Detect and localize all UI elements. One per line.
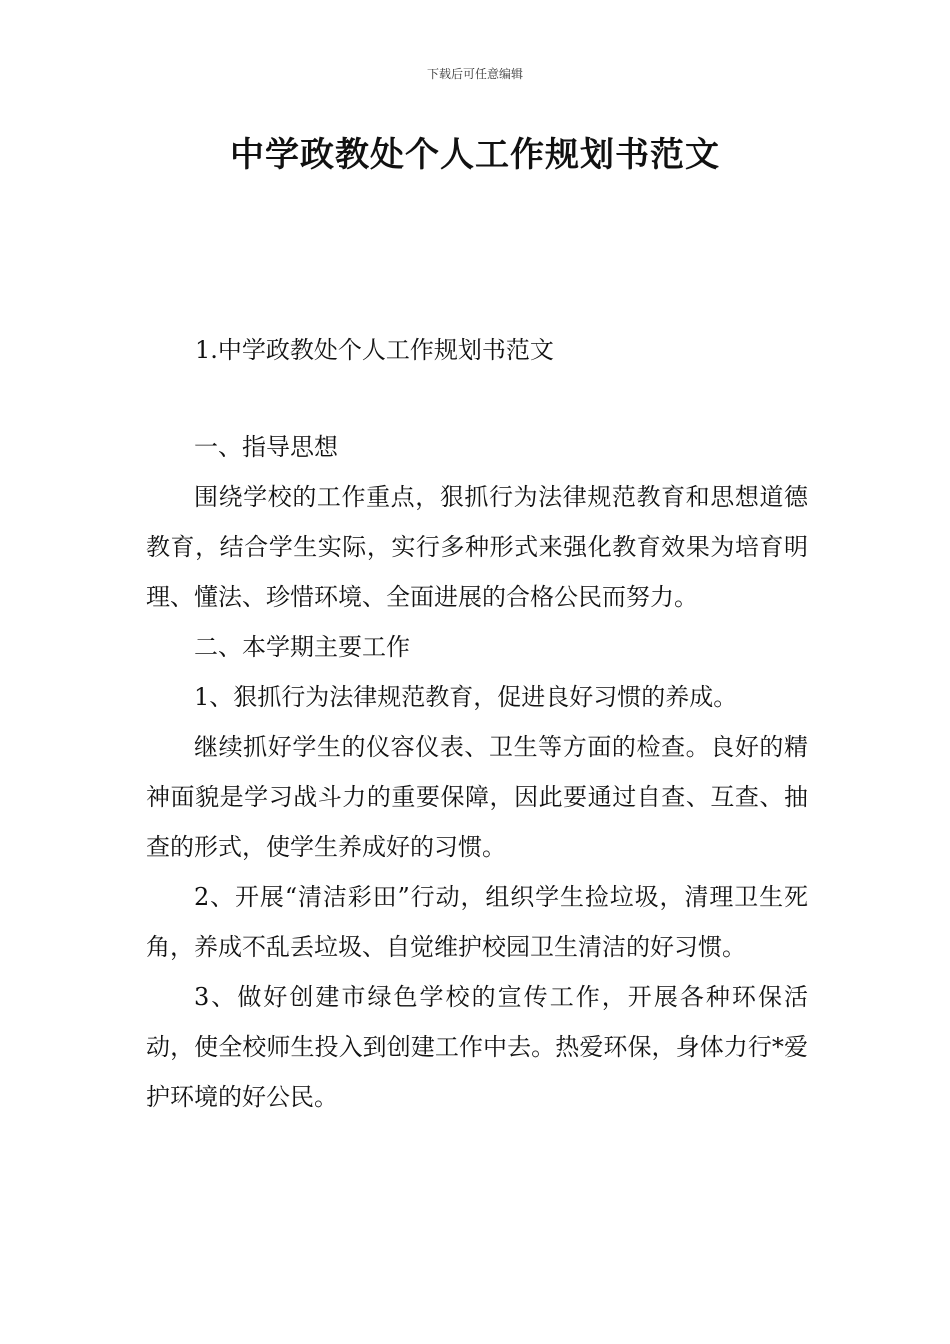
paragraph-item-2: 2、开展“清洁彩田”行动，组织学生捡垃圾，清理卫生死角，养成不乱丢垃圾、自觉维护校园卫生清洁的好习惯。 (146, 883, 808, 961)
heading-main-work: 二、本学期主要工作 (194, 633, 410, 661)
paragraph-guiding-thought: 围绕学校的工作重点，狠抓行为法律规范教育和思想道德教育，结合学生实际，实行多种形式来强化教育效果为培育明理、懂法、珍惜环境、全面进展的合格公民而努力。 (146, 483, 808, 611)
document-body (146, 422, 808, 1122)
heading-guiding-thought: 一、指导思想 (194, 433, 338, 461)
section-subtitle: 1.中学政教处个人工作规划书范文 (195, 336, 554, 364)
header-note: 下载后可任意编辑 (426, 67, 523, 81)
paragraph-item-3: 3、做好创建市绿色学校的宣传工作，开展各种环保活动，使全校师生投入到创建工作中去。热爱环保，身体力行*爱护环境的好公民。 (146, 983, 808, 1111)
paragraph-item-1: 1、狠抓行为法律规范教育，促进良好习惯的养成。 (194, 683, 738, 711)
paragraph-item-1-detail: 继续抓好学生的仪容仪表、卫生等方面的检查。良好的精神面貌是学习战斗力的重要保障，因此要通过自查、互查、抽查的形式，使学生养成好的习惯。 (146, 733, 808, 861)
document-title: 中学政教处个人工作规划书范文 (230, 135, 720, 175)
